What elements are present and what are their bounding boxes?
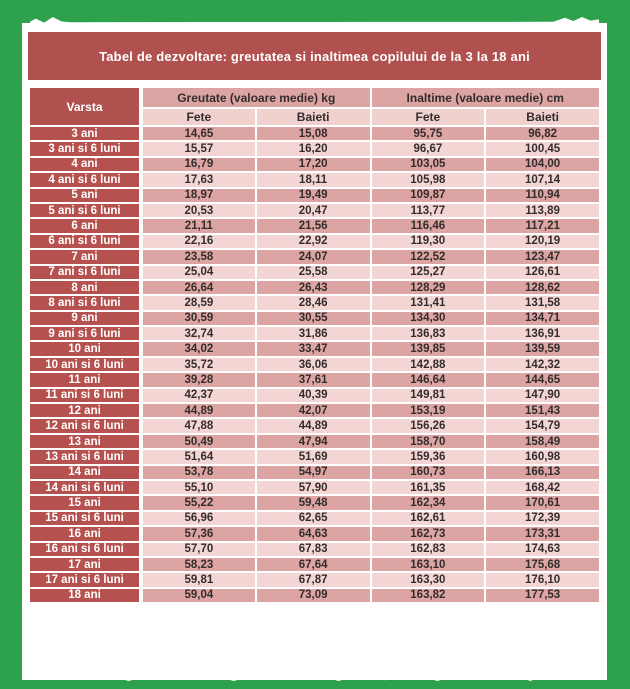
table-row (29, 388, 600, 403)
value-cell: 161,35 (371, 480, 486, 495)
table-row (29, 234, 600, 249)
table-row (29, 265, 600, 280)
value-cell: 159,36 (371, 449, 486, 464)
value-cell: 44,89 (256, 418, 371, 433)
value-cell: 30,59 (141, 311, 256, 326)
value-cell: 67,83 (256, 542, 371, 557)
table-row (29, 357, 600, 372)
value-cell: 57,36 (141, 526, 256, 541)
table-row (29, 126, 600, 141)
value-cell: 139,85 (371, 341, 486, 356)
value-cell: 131,58 (485, 295, 600, 310)
value-cell: 59,81 (141, 572, 256, 587)
table-title: Tabel de dezvoltare: greutatea si inaltimea copilului de la 3 la 18 ani (28, 32, 601, 80)
value-cell: 67,87 (256, 572, 371, 587)
table-row (29, 542, 600, 557)
table-paper (22, 23, 607, 680)
table-row (29, 280, 600, 295)
subheader-greutate-fete: Fete (141, 108, 256, 126)
value-cell: 20,53 (141, 203, 256, 218)
value-cell: 128,62 (485, 280, 600, 295)
table-row (29, 480, 600, 495)
table-row (29, 326, 600, 341)
age-cell: 9 ani (29, 311, 141, 326)
table-row (29, 141, 600, 156)
value-cell: 149,81 (371, 388, 486, 403)
age-cell: 8 ani si 6 luni (29, 295, 141, 310)
age-cell: 10 ani si 6 luni (29, 357, 141, 372)
value-cell: 103,05 (371, 157, 486, 172)
table-row (29, 557, 600, 572)
table-row (29, 572, 600, 587)
subheader-inaltime-fete: Fete (371, 108, 486, 126)
age-cell: 8 ani (29, 280, 141, 295)
value-cell: 42,37 (141, 388, 256, 403)
table-row (29, 295, 600, 310)
value-cell: 105,98 (371, 172, 486, 187)
value-cell: 15,57 (141, 141, 256, 156)
value-cell: 117,21 (485, 218, 600, 233)
age-cell: 16 ani (29, 526, 141, 541)
value-cell: 40,39 (256, 388, 371, 403)
value-cell: 51,64 (141, 449, 256, 464)
value-cell: 26,43 (256, 280, 371, 295)
table-row (29, 203, 600, 218)
value-cell: 17,63 (141, 172, 256, 187)
value-cell: 162,34 (371, 495, 486, 510)
value-cell: 172,39 (485, 511, 600, 526)
age-cell: 12 ani (29, 403, 141, 418)
age-cell: 7 ani si 6 luni (29, 265, 141, 280)
value-cell: 109,87 (371, 188, 486, 203)
value-cell: 51,69 (256, 449, 371, 464)
value-cell: 96,82 (485, 126, 600, 141)
value-cell: 16,20 (256, 141, 371, 156)
value-cell: 139,59 (485, 341, 600, 356)
age-cell: 14 ani (29, 465, 141, 480)
age-cell: 13 ani si 6 luni (29, 449, 141, 464)
value-cell: 95,75 (371, 126, 486, 141)
value-cell: 163,10 (371, 557, 486, 572)
value-cell: 144,65 (485, 372, 600, 387)
value-cell: 44,89 (141, 403, 256, 418)
column-header-inaltime: Inaltime (valoare medie) cm (371, 87, 601, 108)
value-cell: 25,58 (256, 265, 371, 280)
table-row (29, 372, 600, 387)
value-cell: 28,46 (256, 295, 371, 310)
value-cell: 59,04 (141, 588, 256, 603)
age-cell: 7 ani (29, 249, 141, 264)
growth-table (28, 86, 601, 604)
column-header-varsta: Varsta (29, 87, 141, 126)
table-row (29, 218, 600, 233)
value-cell: 20,47 (256, 203, 371, 218)
subheader-greutate-baieti: Baieti (256, 108, 371, 126)
value-cell: 142,32 (485, 357, 600, 372)
age-cell: 12 ani si 6 luni (29, 418, 141, 433)
value-cell: 134,71 (485, 311, 600, 326)
value-cell: 119,30 (371, 234, 486, 249)
value-cell: 17,20 (256, 157, 371, 172)
age-cell: 4 ani (29, 157, 141, 172)
age-cell: 6 ani (29, 218, 141, 233)
value-cell: 33,47 (256, 341, 371, 356)
value-cell: 128,29 (371, 280, 486, 295)
value-cell: 96,67 (371, 141, 486, 156)
value-cell: 30,55 (256, 311, 371, 326)
value-cell: 21,11 (141, 218, 256, 233)
value-cell: 142,88 (371, 357, 486, 372)
value-cell: 176,10 (485, 572, 600, 587)
value-cell: 168,42 (485, 480, 600, 495)
value-cell: 59,48 (256, 495, 371, 510)
value-cell: 22,92 (256, 234, 371, 249)
value-cell: 26,64 (141, 280, 256, 295)
value-cell: 67,64 (256, 557, 371, 572)
value-cell: 15,08 (256, 126, 371, 141)
value-cell: 42,07 (256, 403, 371, 418)
value-cell: 173,31 (485, 526, 600, 541)
value-cell: 166,13 (485, 465, 600, 480)
value-cell: 160,98 (485, 449, 600, 464)
age-cell: 18 ani (29, 588, 141, 603)
value-cell: 31,86 (256, 326, 371, 341)
value-cell: 28,59 (141, 295, 256, 310)
table-row (29, 449, 600, 464)
table-row (29, 403, 600, 418)
value-cell: 177,53 (485, 588, 600, 603)
value-cell: 100,45 (485, 141, 600, 156)
table-row (29, 511, 600, 526)
value-cell: 18,11 (256, 172, 371, 187)
value-cell: 57,90 (256, 480, 371, 495)
value-cell: 162,61 (371, 511, 486, 526)
value-cell: 37,61 (256, 372, 371, 387)
value-cell: 50,49 (141, 434, 256, 449)
value-cell: 58,23 (141, 557, 256, 572)
value-cell: 160,73 (371, 465, 486, 480)
value-cell: 55,10 (141, 480, 256, 495)
value-cell: 125,27 (371, 265, 486, 280)
table-row (29, 495, 600, 510)
value-cell: 162,73 (371, 526, 486, 541)
table-row (29, 434, 600, 449)
value-cell: 147,90 (485, 388, 600, 403)
value-cell: 158,49 (485, 434, 600, 449)
value-cell: 107,14 (485, 172, 600, 187)
value-cell: 64,63 (256, 526, 371, 541)
age-cell: 5 ani (29, 188, 141, 203)
age-cell: 11 ani si 6 luni (29, 388, 141, 403)
table-row (29, 249, 600, 264)
value-cell: 110,94 (485, 188, 600, 203)
value-cell: 39,28 (141, 372, 256, 387)
table-row (29, 465, 600, 480)
age-cell: 3 ani (29, 126, 141, 141)
value-cell: 18,97 (141, 188, 256, 203)
value-cell: 123,47 (485, 249, 600, 264)
value-cell: 151,43 (485, 403, 600, 418)
table-row (29, 311, 600, 326)
age-cell: 14 ani si 6 luni (29, 480, 141, 495)
value-cell: 55,22 (141, 495, 256, 510)
value-cell: 73,09 (256, 588, 371, 603)
table-row (29, 588, 600, 603)
value-cell: 14,65 (141, 126, 256, 141)
value-cell: 113,77 (371, 203, 486, 218)
age-cell: 4 ani si 6 luni (29, 172, 141, 187)
value-cell: 131,41 (371, 295, 486, 310)
age-cell: 15 ani (29, 495, 141, 510)
value-cell: 104,00 (485, 157, 600, 172)
table-row (29, 526, 600, 541)
value-cell: 162,83 (371, 542, 486, 557)
value-cell: 163,30 (371, 572, 486, 587)
value-cell: 122,52 (371, 249, 486, 264)
subheader-inaltime-baieti: Baieti (485, 108, 600, 126)
value-cell: 47,94 (256, 434, 371, 449)
value-cell: 19,49 (256, 188, 371, 203)
value-cell: 35,72 (141, 357, 256, 372)
value-cell: 126,61 (485, 265, 600, 280)
age-cell: 10 ani (29, 341, 141, 356)
value-cell: 53,78 (141, 465, 256, 480)
age-cell: 13 ani (29, 434, 141, 449)
table-row (29, 418, 600, 433)
value-cell: 22,16 (141, 234, 256, 249)
value-cell: 36,06 (256, 357, 371, 372)
table-row (29, 188, 600, 203)
age-cell: 6 ani si 6 luni (29, 234, 141, 249)
age-cell: 3 ani si 6 luni (29, 141, 141, 156)
age-cell: 17 ani (29, 557, 141, 572)
age-cell: 17 ani si 6 luni (29, 572, 141, 587)
age-cell: 16 ani si 6 luni (29, 542, 141, 557)
value-cell: 24,07 (256, 249, 371, 264)
value-cell: 136,91 (485, 326, 600, 341)
value-cell: 25,04 (141, 265, 256, 280)
value-cell: 47,88 (141, 418, 256, 433)
value-cell: 116,46 (371, 218, 486, 233)
value-cell: 21,56 (256, 218, 371, 233)
value-cell: 34,02 (141, 341, 256, 356)
value-cell: 170,61 (485, 495, 600, 510)
table-row (29, 172, 600, 187)
value-cell: 62,65 (256, 511, 371, 526)
value-cell: 158,70 (371, 434, 486, 449)
table-row (29, 157, 600, 172)
value-cell: 16,79 (141, 157, 256, 172)
column-header-greutate: Greutate (valoare medie) kg (141, 87, 371, 108)
age-cell: 5 ani si 6 luni (29, 203, 141, 218)
value-cell: 54,97 (256, 465, 371, 480)
value-cell: 163,82 (371, 588, 486, 603)
value-cell: 146,64 (371, 372, 486, 387)
value-cell: 32,74 (141, 326, 256, 341)
value-cell: 56,96 (141, 511, 256, 526)
value-cell: 23,58 (141, 249, 256, 264)
value-cell: 153,19 (371, 403, 486, 418)
age-cell: 15 ani si 6 luni (29, 511, 141, 526)
age-cell: 9 ani si 6 luni (29, 326, 141, 341)
value-cell: 113,89 (485, 203, 600, 218)
value-cell: 156,26 (371, 418, 486, 433)
age-cell: 11 ani (29, 372, 141, 387)
value-cell: 120,19 (485, 234, 600, 249)
value-cell: 175,68 (485, 557, 600, 572)
header-row-groups (29, 87, 600, 108)
value-cell: 174,63 (485, 542, 600, 557)
value-cell: 134,30 (371, 311, 486, 326)
value-cell: 57,70 (141, 542, 256, 557)
table-row (29, 341, 600, 356)
value-cell: 154,79 (485, 418, 600, 433)
value-cell: 136,83 (371, 326, 486, 341)
